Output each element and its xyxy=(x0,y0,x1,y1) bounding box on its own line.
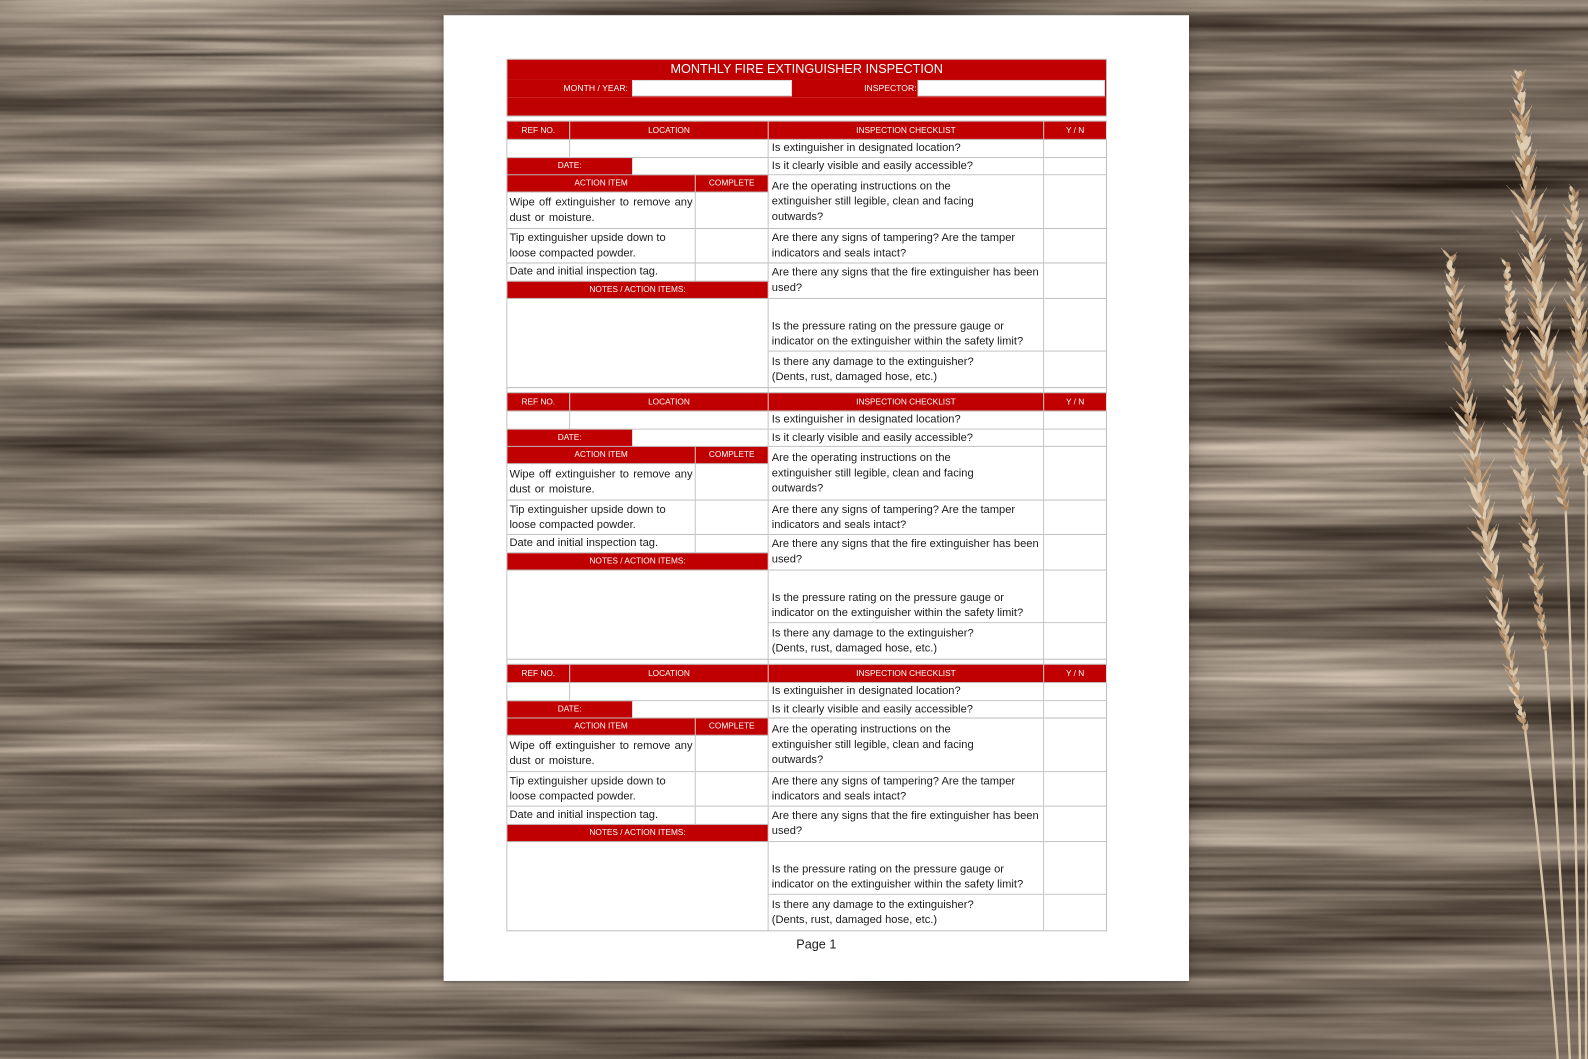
action-item: Date and initial inspection tag. xyxy=(507,535,695,553)
action-item: Wipe off extinguisher to remove any dust or moisture. xyxy=(507,736,695,772)
action-item-header: ACTION ITEM xyxy=(507,175,695,192)
yes-no-header: Y / N xyxy=(1044,393,1107,411)
inspection-checklist-header: INSPECTION CHECKLIST xyxy=(769,122,1044,140)
action-item: Wipe off extinguisher to remove any dust or moisture. xyxy=(507,193,695,229)
action-item-header: ACTION ITEM xyxy=(507,447,695,464)
checklist-question: Are there any signs of tampering? Are the tamper indicators and seals intact? xyxy=(769,229,1044,263)
checklist-question: Are there any signs that the fire extinguisher has been used? xyxy=(769,263,1044,298)
action-item: Date and initial inspection tag. xyxy=(507,807,695,825)
checklist-question: Are the operating instructions on the extinguisher still legible, clean and facing outwards? xyxy=(769,175,1044,229)
grass-hair xyxy=(1441,248,1450,259)
checklist-question: Is the pressure rating on the pressure gauge or indicator on the extinguisher within the safety limit? xyxy=(769,842,1044,895)
checklist-question: Are the operating instructions on the extinguisher still legible, clean and facing outwards? xyxy=(769,719,1044,773)
grass-spikelet xyxy=(1494,580,1498,589)
notes-header: NOTES / ACTION ITEMS: xyxy=(507,282,768,299)
checklist-question: Is the pressure rating on the pressure gauge or indicator on the extinguisher within the safety limit? xyxy=(769,299,1044,352)
ref-no-header: REF NO. xyxy=(507,122,570,140)
action-item: Date and initial inspection tag. xyxy=(507,263,695,281)
grass-stem xyxy=(1525,732,1557,1059)
grass-plumes xyxy=(1441,69,1588,1059)
grass-spikelet xyxy=(1510,660,1514,668)
action-item: Wipe off extinguisher to remove any dust or moisture. xyxy=(507,464,695,500)
complete-header: COMPLETE xyxy=(696,719,769,736)
action-item: Tip extinguisher upside down to loose compacted powder. xyxy=(507,229,695,263)
location-header: LOCATION xyxy=(570,122,769,140)
complete-header: COMPLETE xyxy=(696,175,769,192)
checklist-question: Is extinguisher in designated location? xyxy=(769,683,1044,701)
checklist-question: Is there any damage to the extinguisher? (Dents, rust, damaged hose, etc.) xyxy=(769,623,1044,659)
notes-header: NOTES / ACTION ITEMS: xyxy=(507,825,768,842)
notes-header: NOTES / ACTION ITEMS: xyxy=(507,553,768,570)
checklist-question: Are there any signs that the fire extinguisher has been used? xyxy=(769,535,1044,570)
month-year-label: MONTH / YEAR: xyxy=(563,83,628,94)
inspection-checklist-header: INSPECTION CHECKLIST xyxy=(769,665,1044,683)
checklist-question: Is there any damage to the extinguisher? (Dents, rust, damaged hose, etc.) xyxy=(769,352,1044,388)
date-label: DATE: xyxy=(507,430,633,447)
ref-no-header: REF NO. xyxy=(507,393,570,411)
yes-no-header: Y / N xyxy=(1044,122,1107,140)
checklist-question: Are there any signs that the fire extinguisher has been used? xyxy=(769,807,1044,842)
checklist-question: Is extinguisher in designated location? xyxy=(769,411,1044,429)
grass-stem xyxy=(1566,512,1580,1059)
checklist-question: Is it clearly visible and easily accessible? xyxy=(769,701,1044,718)
checklist-question: Is extinguisher in designated location? xyxy=(769,140,1044,158)
action-item-header: ACTION ITEM xyxy=(507,719,695,736)
action-item: Tip extinguisher upside down to loose compacted powder. xyxy=(507,772,695,806)
checklist-question: Is the pressure rating on the pressure gauge or indicator on the extinguisher within the safety limit? xyxy=(769,571,1044,624)
inspector-label: INSPECTOR: xyxy=(864,83,917,94)
complete-header: COMPLETE xyxy=(696,447,769,464)
inspection-checklist-header: INSPECTION CHECKLIST xyxy=(769,393,1044,411)
action-item: Tip extinguisher upside down to loose compacted powder. xyxy=(507,501,695,535)
page-number: Page 1 xyxy=(796,937,837,952)
grass-hair xyxy=(1502,598,1509,622)
yes-no-header: Y / N xyxy=(1044,665,1107,683)
location-header: LOCATION xyxy=(570,393,769,411)
form-title: MONTHLY FIRE EXTINGUISHER INSPECTION xyxy=(507,60,1106,79)
checklist-question: Are there any signs of tampering? Are the tamper indicators and seals intact? xyxy=(769,772,1044,806)
checklist-question: Is it clearly visible and easily accessible? xyxy=(769,430,1044,447)
date-label: DATE: xyxy=(507,701,633,718)
location-header: LOCATION xyxy=(570,665,769,683)
checklist-question: Are the operating instructions on the extinguisher still legible, clean and facing outwards? xyxy=(769,447,1044,501)
date-label: DATE: xyxy=(507,158,633,175)
checklist-question: Is it clearly visible and easily accessible? xyxy=(769,158,1044,175)
checklist-question: Is there any damage to the extinguisher? (Dents, rust, damaged hose, etc.) xyxy=(769,895,1044,931)
checklist-question: Are there any signs of tampering? Are the tamper indicators and seals intact? xyxy=(769,501,1044,535)
grass-stem xyxy=(1546,651,1570,1059)
ref-no-header: REF NO. xyxy=(507,665,570,683)
